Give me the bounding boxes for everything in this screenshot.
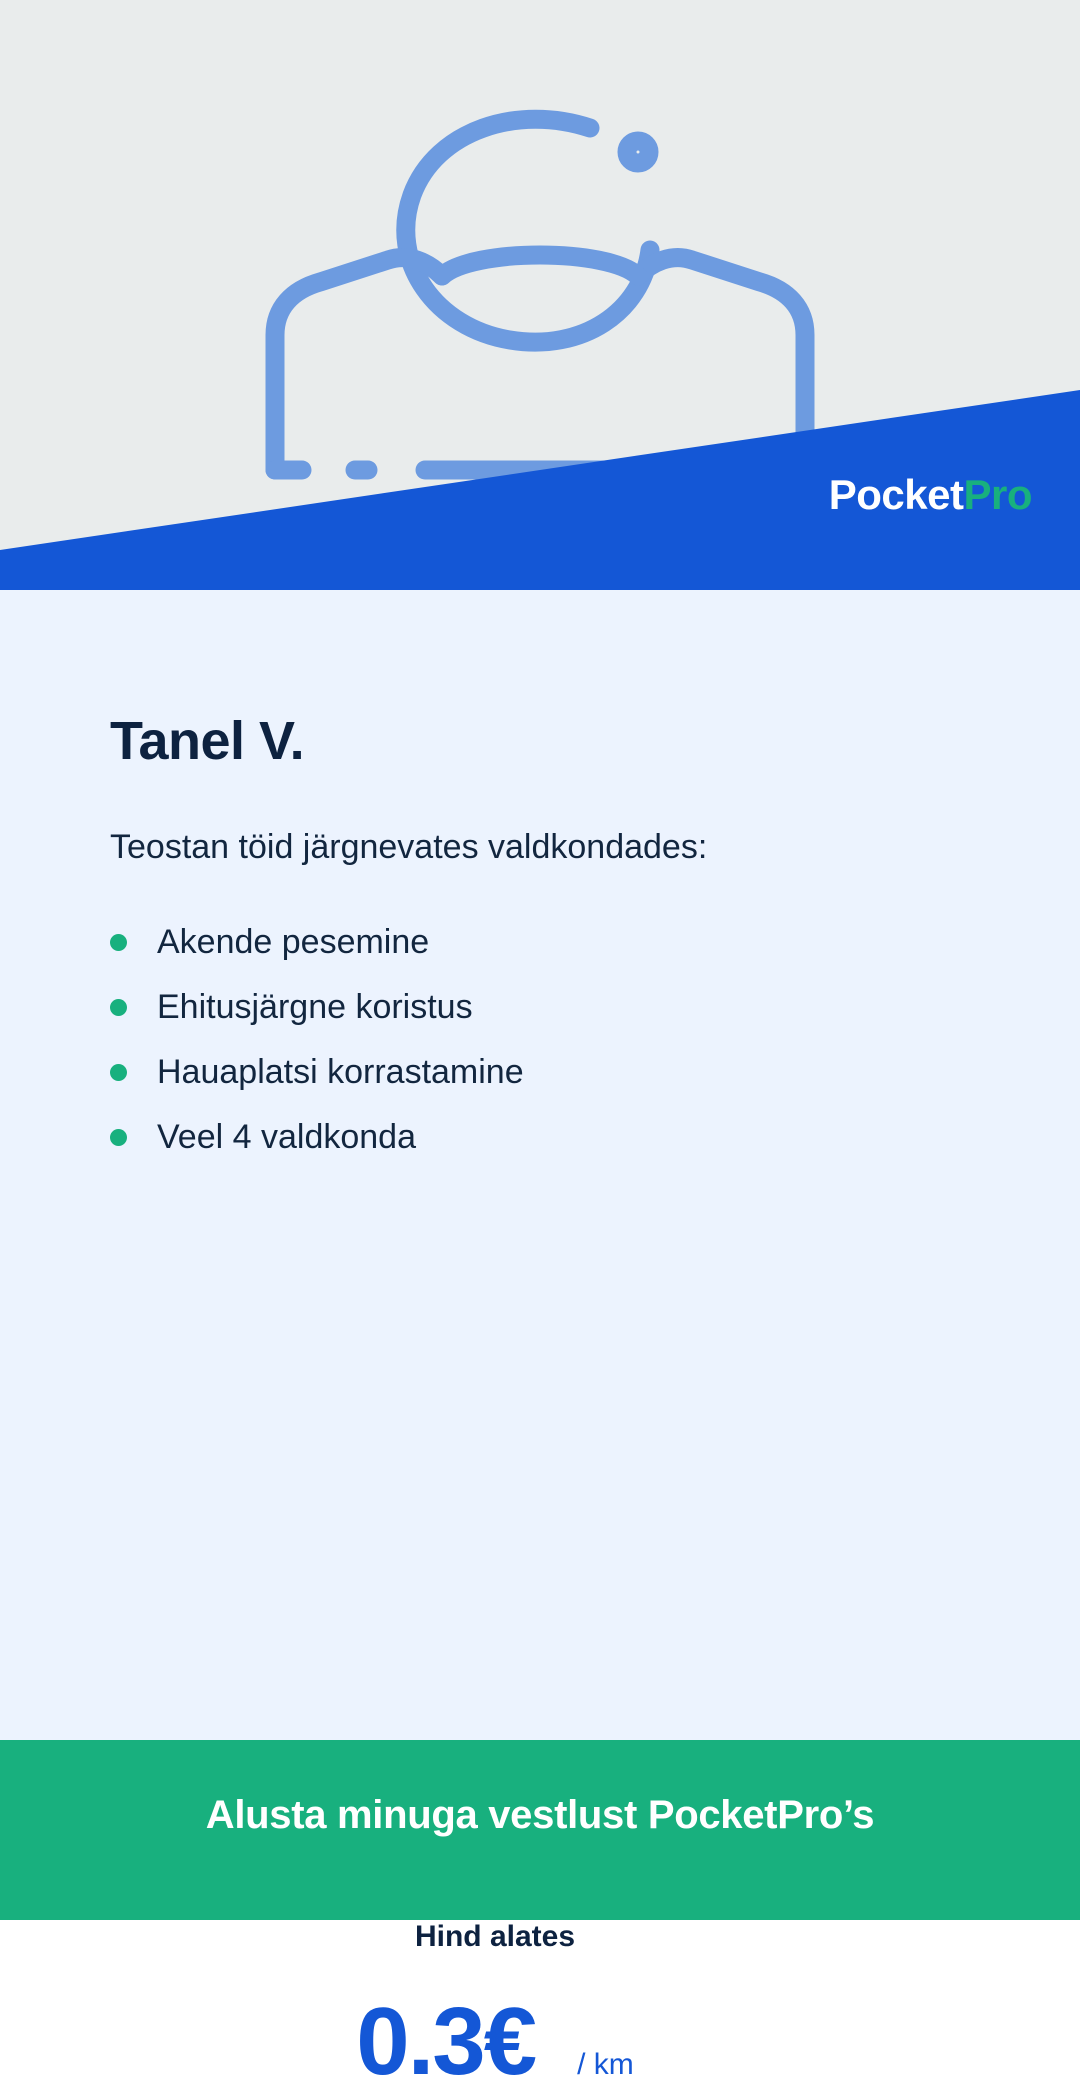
list-item	[110, 1053, 970, 1092]
list-item	[110, 923, 970, 962]
price-row	[0, 1988, 990, 2095]
price-block	[0, 1920, 1080, 2095]
skill-label: Hauaplatsi korrastamine	[157, 1053, 524, 1091]
skills-list	[110, 923, 970, 1157]
start-chat-label: Alusta minuga vestlust PocketPro’s	[205, 1792, 875, 1837]
brand-name-pro: Pro	[963, 471, 1032, 518]
bullet-dot-icon	[110, 1129, 127, 1146]
bullet-dot-icon	[110, 934, 127, 951]
hero-section	[0, 0, 1080, 590]
skill-label: Ehitusjärgne koristus	[157, 988, 473, 1026]
price-label: Hind alates	[414, 1920, 576, 1953]
price-value: 0.3€	[356, 1988, 536, 2095]
start-chat-button[interactable]	[0, 1740, 1080, 1920]
list-item	[110, 1118, 970, 1157]
price-unit: / km	[577, 2048, 634, 2081]
brand-logo	[828, 471, 1032, 518]
bullet-dot-icon	[110, 999, 127, 1016]
brand-name-pocket: Pocket	[828, 471, 964, 518]
skill-label: Akende pesemine	[157, 923, 430, 961]
list-item	[110, 988, 970, 1027]
bullet-dot-icon	[110, 1064, 127, 1081]
page-title: Tanel V.	[110, 711, 305, 771]
skill-label: Veel 4 valdkonda	[157, 1118, 416, 1156]
intro-text: Teostan töid järgnevates valdkondades:	[110, 828, 708, 866]
